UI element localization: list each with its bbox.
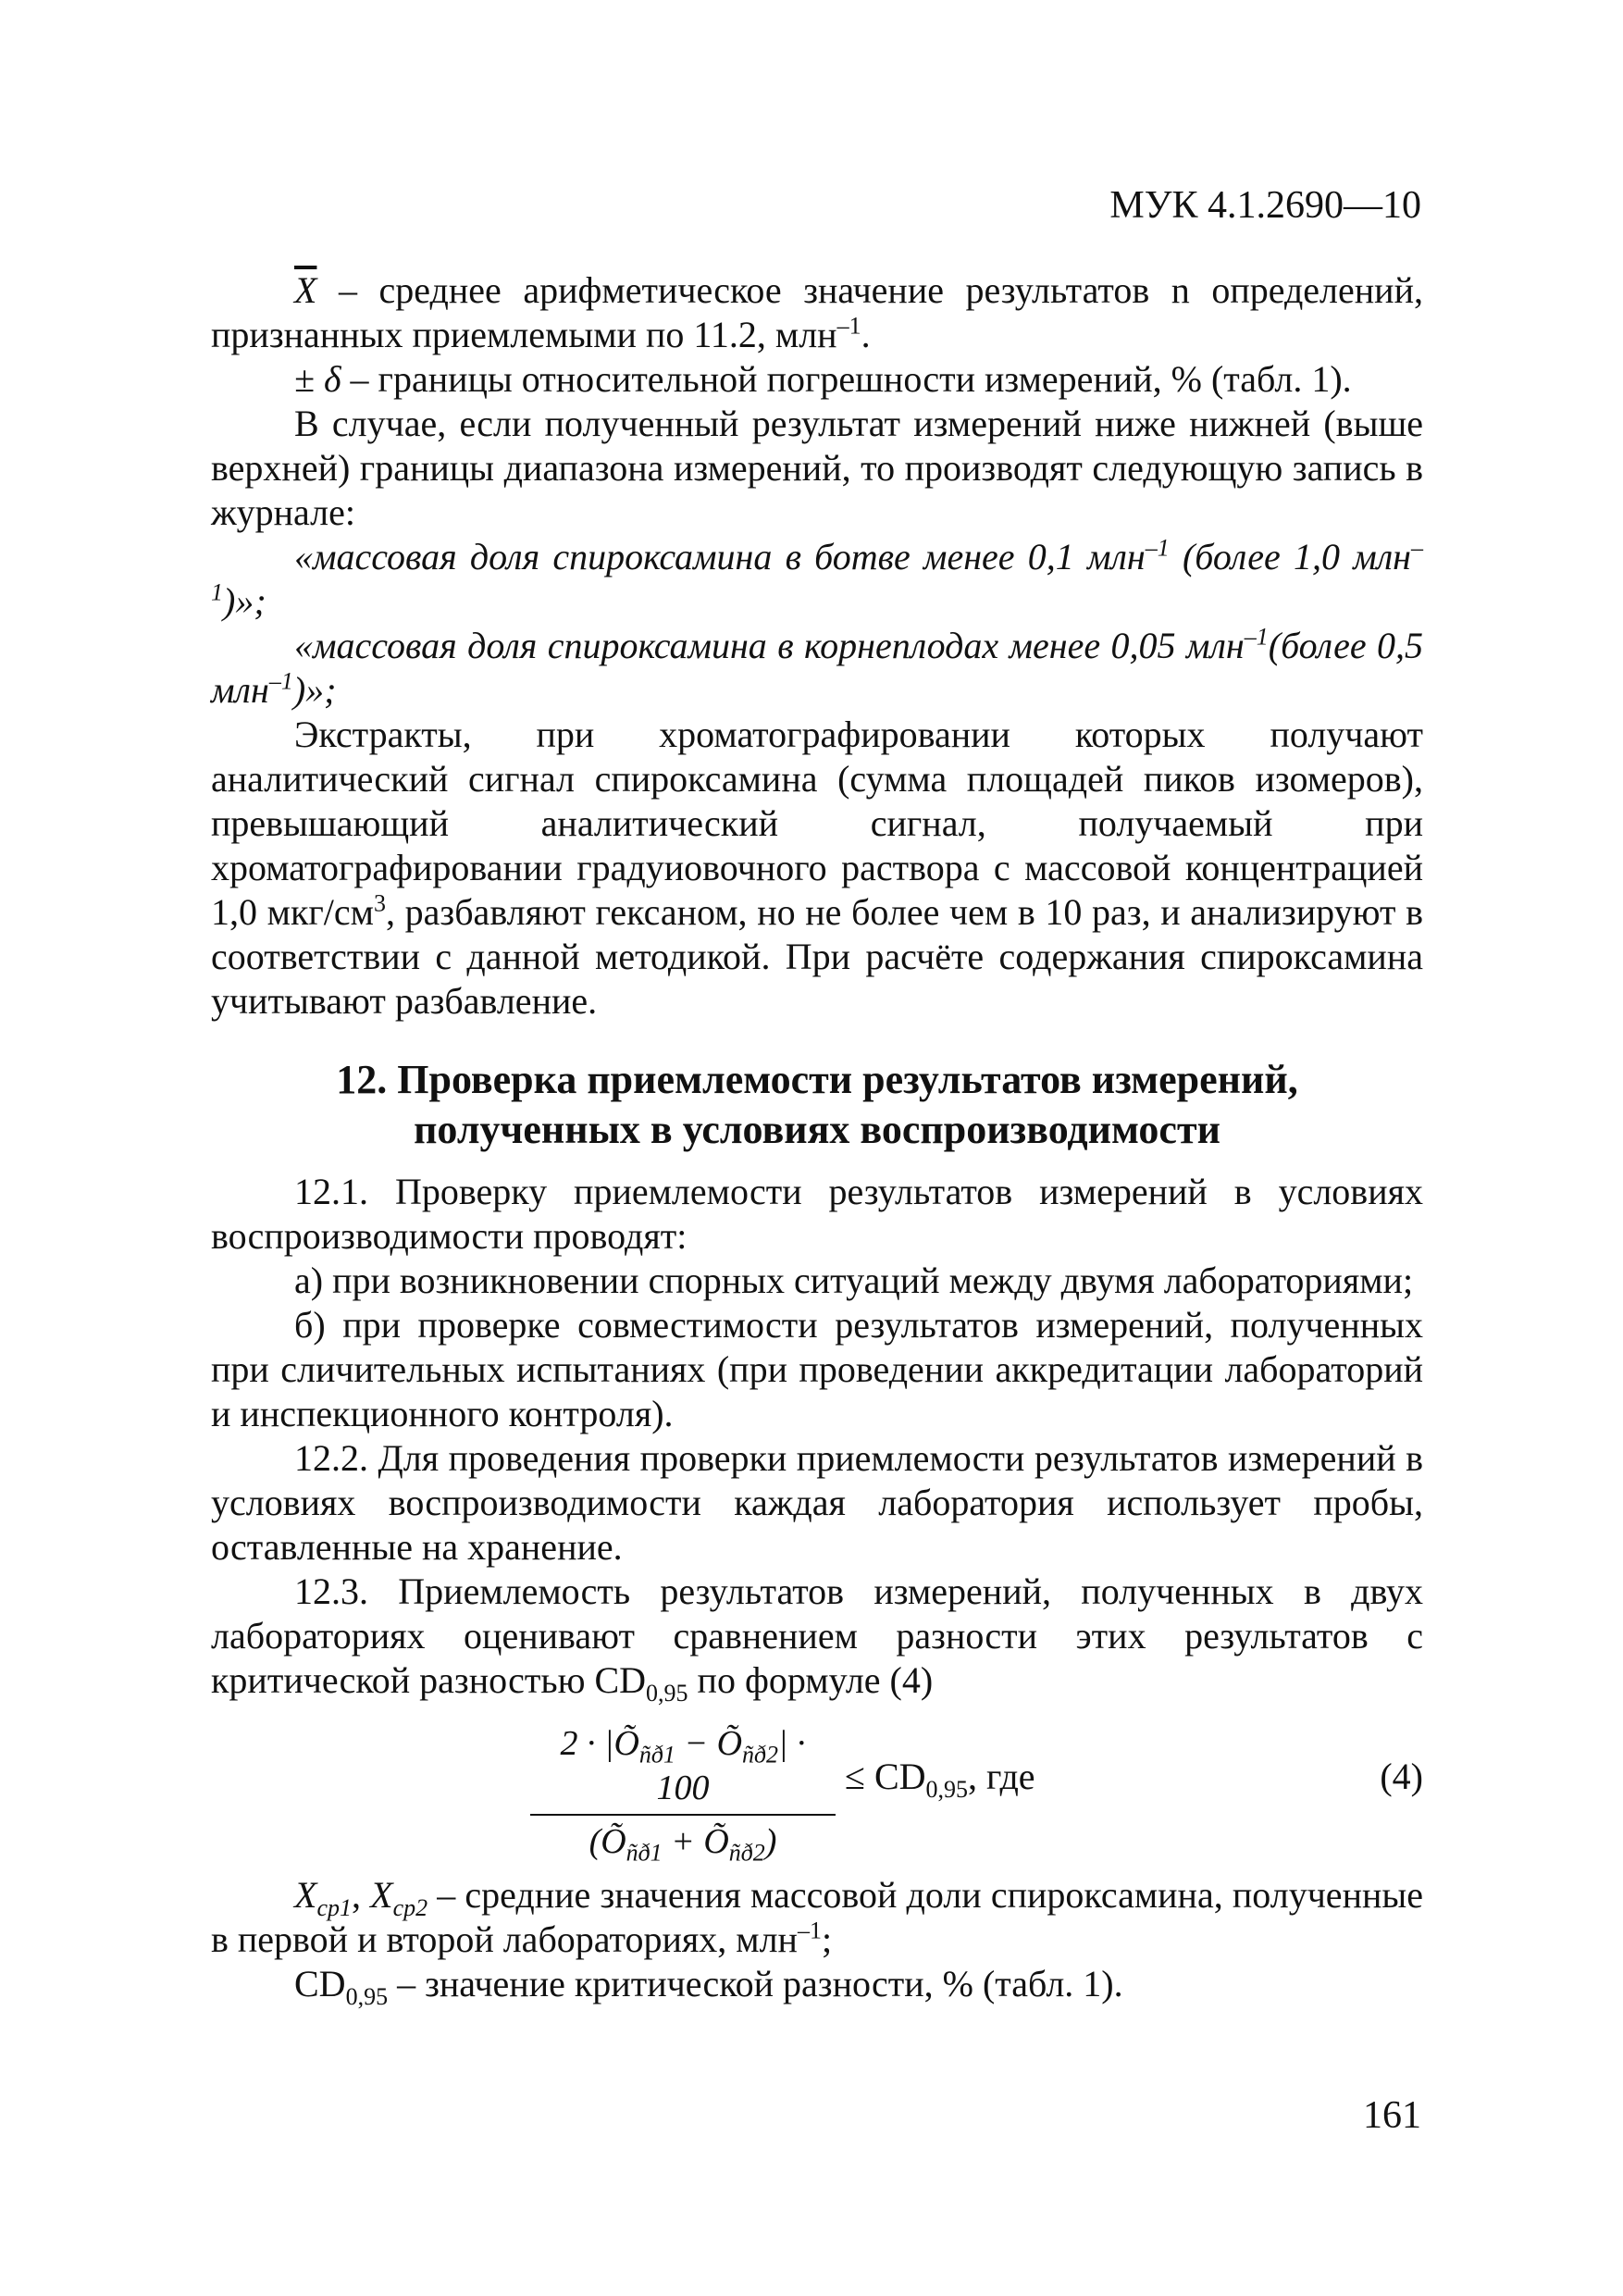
paragraph-record-tops: «массовая доля спироксамина в ботве менее 0,1 млн$^{-1}$ (более 1,0 млн$^{-1}$)»; (211, 534, 1424, 622)
document-code: МУК 4.1.2690—10 (1109, 184, 1421, 227)
paragraph-12-1-a: а) при возникновении спорных ситуаций между двумя лабораториями; (294, 1260, 1414, 1301)
delta-symbol: ± δ (294, 358, 341, 400)
definition-xcp: $X_{cp1}$, $X_{cp2}$ – средние значения массовой доли спироксамина, полученные в первой и второй лабораториях, млн$^{-1}$; (211, 1874, 1424, 1960)
mean-symbol: $\overline{X}$ (294, 269, 317, 311)
paragraph-error-definition: ± δ – границы относительной погрешности измерений, % (табл. 1). (294, 358, 1352, 400)
body-text (211, 268, 1424, 2010)
definition-cd: $CD_{0,95}$ – значение критической разности, % (табл. 1). (294, 1963, 1123, 2010)
paragraph-12-3: 12.3. Приемлемость результатов измерений, полученных в двух лабораториях оценивают сравнением разности этих результатов с критической разностью $CD_{0,95}$ по формуле (4) (211, 1570, 1423, 1706)
page-number: 161 (1363, 2094, 1421, 2137)
formula-numerator: $2 \cdot |Õ_{ñð1}$ − $Õ_{ñð2}| \cdot 100$ (530, 1721, 836, 1816)
paragraph-out-of-range: В случае, если полученный результат измерений ниже нижней (выше верхней) границы диапазона измерений, то производят следующую запись в журнале: (211, 403, 1423, 533)
section-heading (211, 1055, 1423, 1155)
formula-denominator: ($Õ_{ñð1}$ + $Õ_{ñð2}$) (588, 1822, 777, 1867)
formula-rhs: ≤ $CD_{0,95}$, где (845, 1756, 1035, 1803)
formula-fraction (530, 1721, 836, 1867)
formula-4 (211, 1721, 1423, 1867)
section-heading-line1: 12. Проверка приемлемости результатов измерений, (336, 1057, 1298, 1102)
paragraph-12-1: 12.1. Проверку приемлемости результатов измерений в условиях воспроизводимости проводят: (211, 1171, 1423, 1257)
section-heading-line2: полученных в условиях воспроизводимости (414, 1107, 1220, 1152)
paragraph-record-roots: «массовая доля спироксамина в корнеплодах менее 0,05 млн$^{-1}$(более 0,5 млн$^{-1}$)»; (211, 623, 1423, 711)
formula-number: (4) (1380, 1756, 1423, 1797)
paragraph-12-1-b: б) при проверке совместимости результатов измерений, полученных при сличительных испытаниях (при проведении аккредитации лабораторий и инспекционного контроля). (211, 1304, 1423, 1434)
paragraph-extracts: Экстракты, при хроматографировании которых получают аналитический сигнал спироксамина (сумма площадей пиков изомеров), превышающий аналитический сигнал, получаемый при хроматографировании градуиовочного раствора с массовой концентрацией 1,0 мкг/$см^3$, разбавляют гексаном, но не более чем в 10 раз, и анализируют в соответствии с данной методикой. При расчёте содержания спироксамина учитывают разбавление. (211, 714, 1423, 1022)
paragraph-mean-definition: $\overline{X}$ – среднее арифметическое значение результатов n определений, признанных приемлемыми по 11.2, млн$^{-1}$. (211, 269, 1423, 355)
paragraph-12-2: 12.2. Для проведения проверки приемлемости результатов измерений в условиях воспроизводимости каждая лаборатория использует пробы, оставленные на хранение. (211, 1437, 1423, 1568)
